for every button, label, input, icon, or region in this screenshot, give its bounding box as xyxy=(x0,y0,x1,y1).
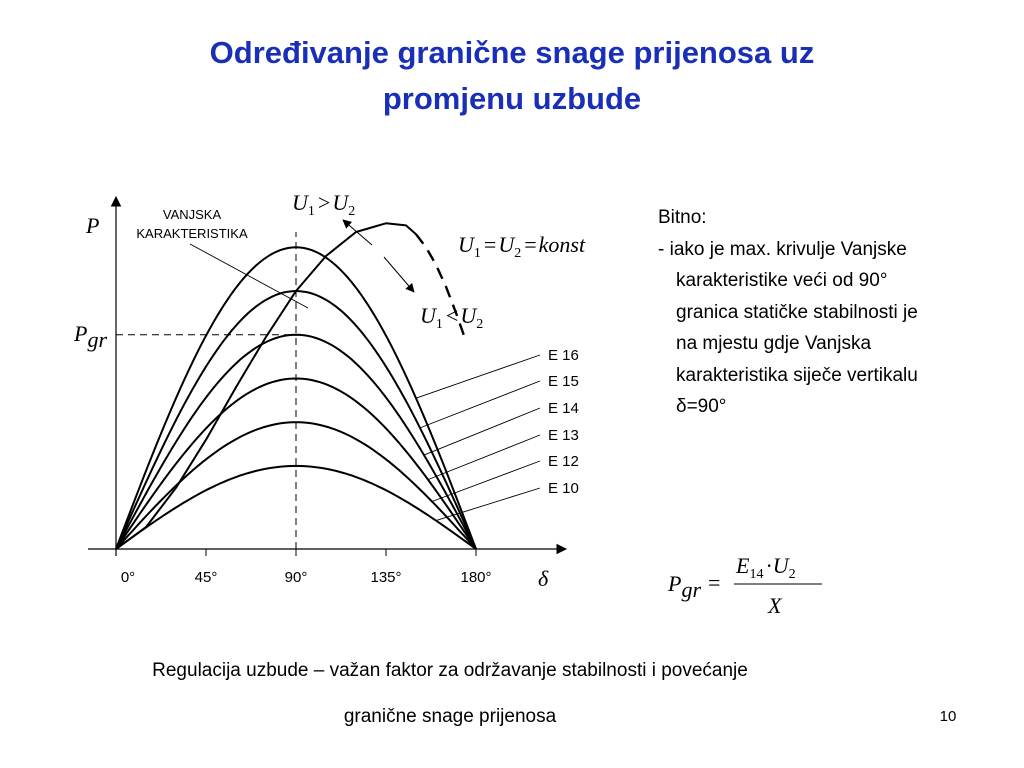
u-equal-b: U xyxy=(498,232,515,257)
series-leader-lines xyxy=(416,355,540,521)
pgr-label-symbol: P xyxy=(74,320,88,346)
pgr-label xyxy=(73,321,107,352)
title-line-2: promjenu uzbude xyxy=(382,81,642,116)
x-tick-label-1: 45° xyxy=(194,569,218,586)
series-label-e-13: E 13 xyxy=(548,427,579,444)
formula-num-u-sub: 2 xyxy=(788,567,796,582)
u-less-op: < xyxy=(445,303,459,328)
caption-line-2: granične snage prijenosa xyxy=(343,706,557,727)
leader-e-15 xyxy=(420,381,540,428)
u-greater-op: > xyxy=(317,190,331,215)
formula-lhs-sub: gr xyxy=(681,577,702,602)
title-line-1: Određivanje granične snage prijenosa uz xyxy=(209,35,815,70)
y-axis-label: P xyxy=(86,213,100,238)
u-equal-a: U xyxy=(458,232,474,257)
u-equal-c: konst xyxy=(538,232,586,257)
u-equal-op2: = xyxy=(524,232,537,257)
u-greater-annotation xyxy=(292,190,355,219)
slide-caption xyxy=(40,648,860,740)
u-less-a: U xyxy=(420,303,436,328)
page-number: 10 xyxy=(939,708,957,725)
series-label-e-15: E 15 xyxy=(548,373,579,390)
leader-e-12 xyxy=(432,461,540,501)
notes-line-5: karakteristika siječe vertikalu xyxy=(676,364,918,386)
x-tick-labels xyxy=(121,569,492,586)
notes-block xyxy=(658,202,1018,423)
external-characteristic-leader xyxy=(190,244,308,308)
pgr-label-sub: gr xyxy=(87,326,108,352)
formula-dot: · xyxy=(765,553,773,578)
notes-line-3: granica statičke stabilnosti je xyxy=(676,301,918,323)
u-less-a-sub: 1 xyxy=(435,317,443,332)
u-less-b-sub: 2 xyxy=(476,317,484,332)
notes-line-4: na mjestu gdje Vanjska xyxy=(676,333,872,354)
u-equal-a-sub: 1 xyxy=(473,246,481,261)
series-label-e-16: E 16 xyxy=(548,347,579,364)
u-less-b: U xyxy=(460,303,477,328)
u-greater-arrow xyxy=(343,220,372,245)
formula-num-e-sub: 14 xyxy=(749,567,764,582)
formula-denominator: X xyxy=(768,593,782,618)
notes-line-1: - iako je max. krivulje Vanjske xyxy=(658,238,907,260)
x-tick-label-4: 180° xyxy=(460,569,492,586)
u-equal-b-sub: 2 xyxy=(514,246,522,261)
x-tick-label-2: 90° xyxy=(284,569,308,586)
notes-line-6: δ=90° xyxy=(676,396,727,417)
series-label-e-12: E 12 xyxy=(548,453,579,470)
u-equal-op1: = xyxy=(483,232,497,257)
notes-heading: Bitno: xyxy=(658,207,707,228)
formula-lhs-symbol: P xyxy=(668,571,682,596)
u-greater-a-sub: 1 xyxy=(307,204,315,219)
formula-lhs xyxy=(667,571,701,602)
formula-numerator xyxy=(735,553,796,582)
formula-equals: = xyxy=(708,570,721,595)
u-greater-a: U xyxy=(292,190,308,215)
x-tick-marks xyxy=(206,549,476,556)
notes-line-2: karakteristike veći od 90° xyxy=(676,270,888,291)
external-characteristic-label-1: VANJSKA xyxy=(162,207,222,222)
u-greater-b-sub: 2 xyxy=(348,204,356,219)
leader-e-13 xyxy=(428,435,540,480)
pgr-formula xyxy=(660,545,840,625)
leader-e-16 xyxy=(416,355,540,398)
u-equal-annotation xyxy=(458,232,586,261)
external-characteristic-group xyxy=(116,223,466,549)
series-label-e-10: E 10 xyxy=(548,480,579,497)
caption-line-1: Regulacija uzbude – važan faktor za održavanje stabilnosti i povećanje xyxy=(152,660,748,681)
external-characteristic-label-2: KARAKTERISTIKA xyxy=(136,226,248,241)
x-tick-label-3: 135° xyxy=(370,569,402,586)
u-less-annotation xyxy=(420,303,483,332)
leader-e-14 xyxy=(424,408,540,455)
formula-num-u: U xyxy=(772,553,789,578)
formula-num-e: E xyxy=(736,553,750,578)
x-axis-label: δ xyxy=(538,566,549,591)
x-tick-label-0: 0° xyxy=(120,569,136,586)
series-label-e-14: E 14 xyxy=(548,400,579,417)
u-less-arrow xyxy=(384,257,414,292)
series-labels xyxy=(548,347,579,497)
u-greater-b: U xyxy=(332,190,349,215)
